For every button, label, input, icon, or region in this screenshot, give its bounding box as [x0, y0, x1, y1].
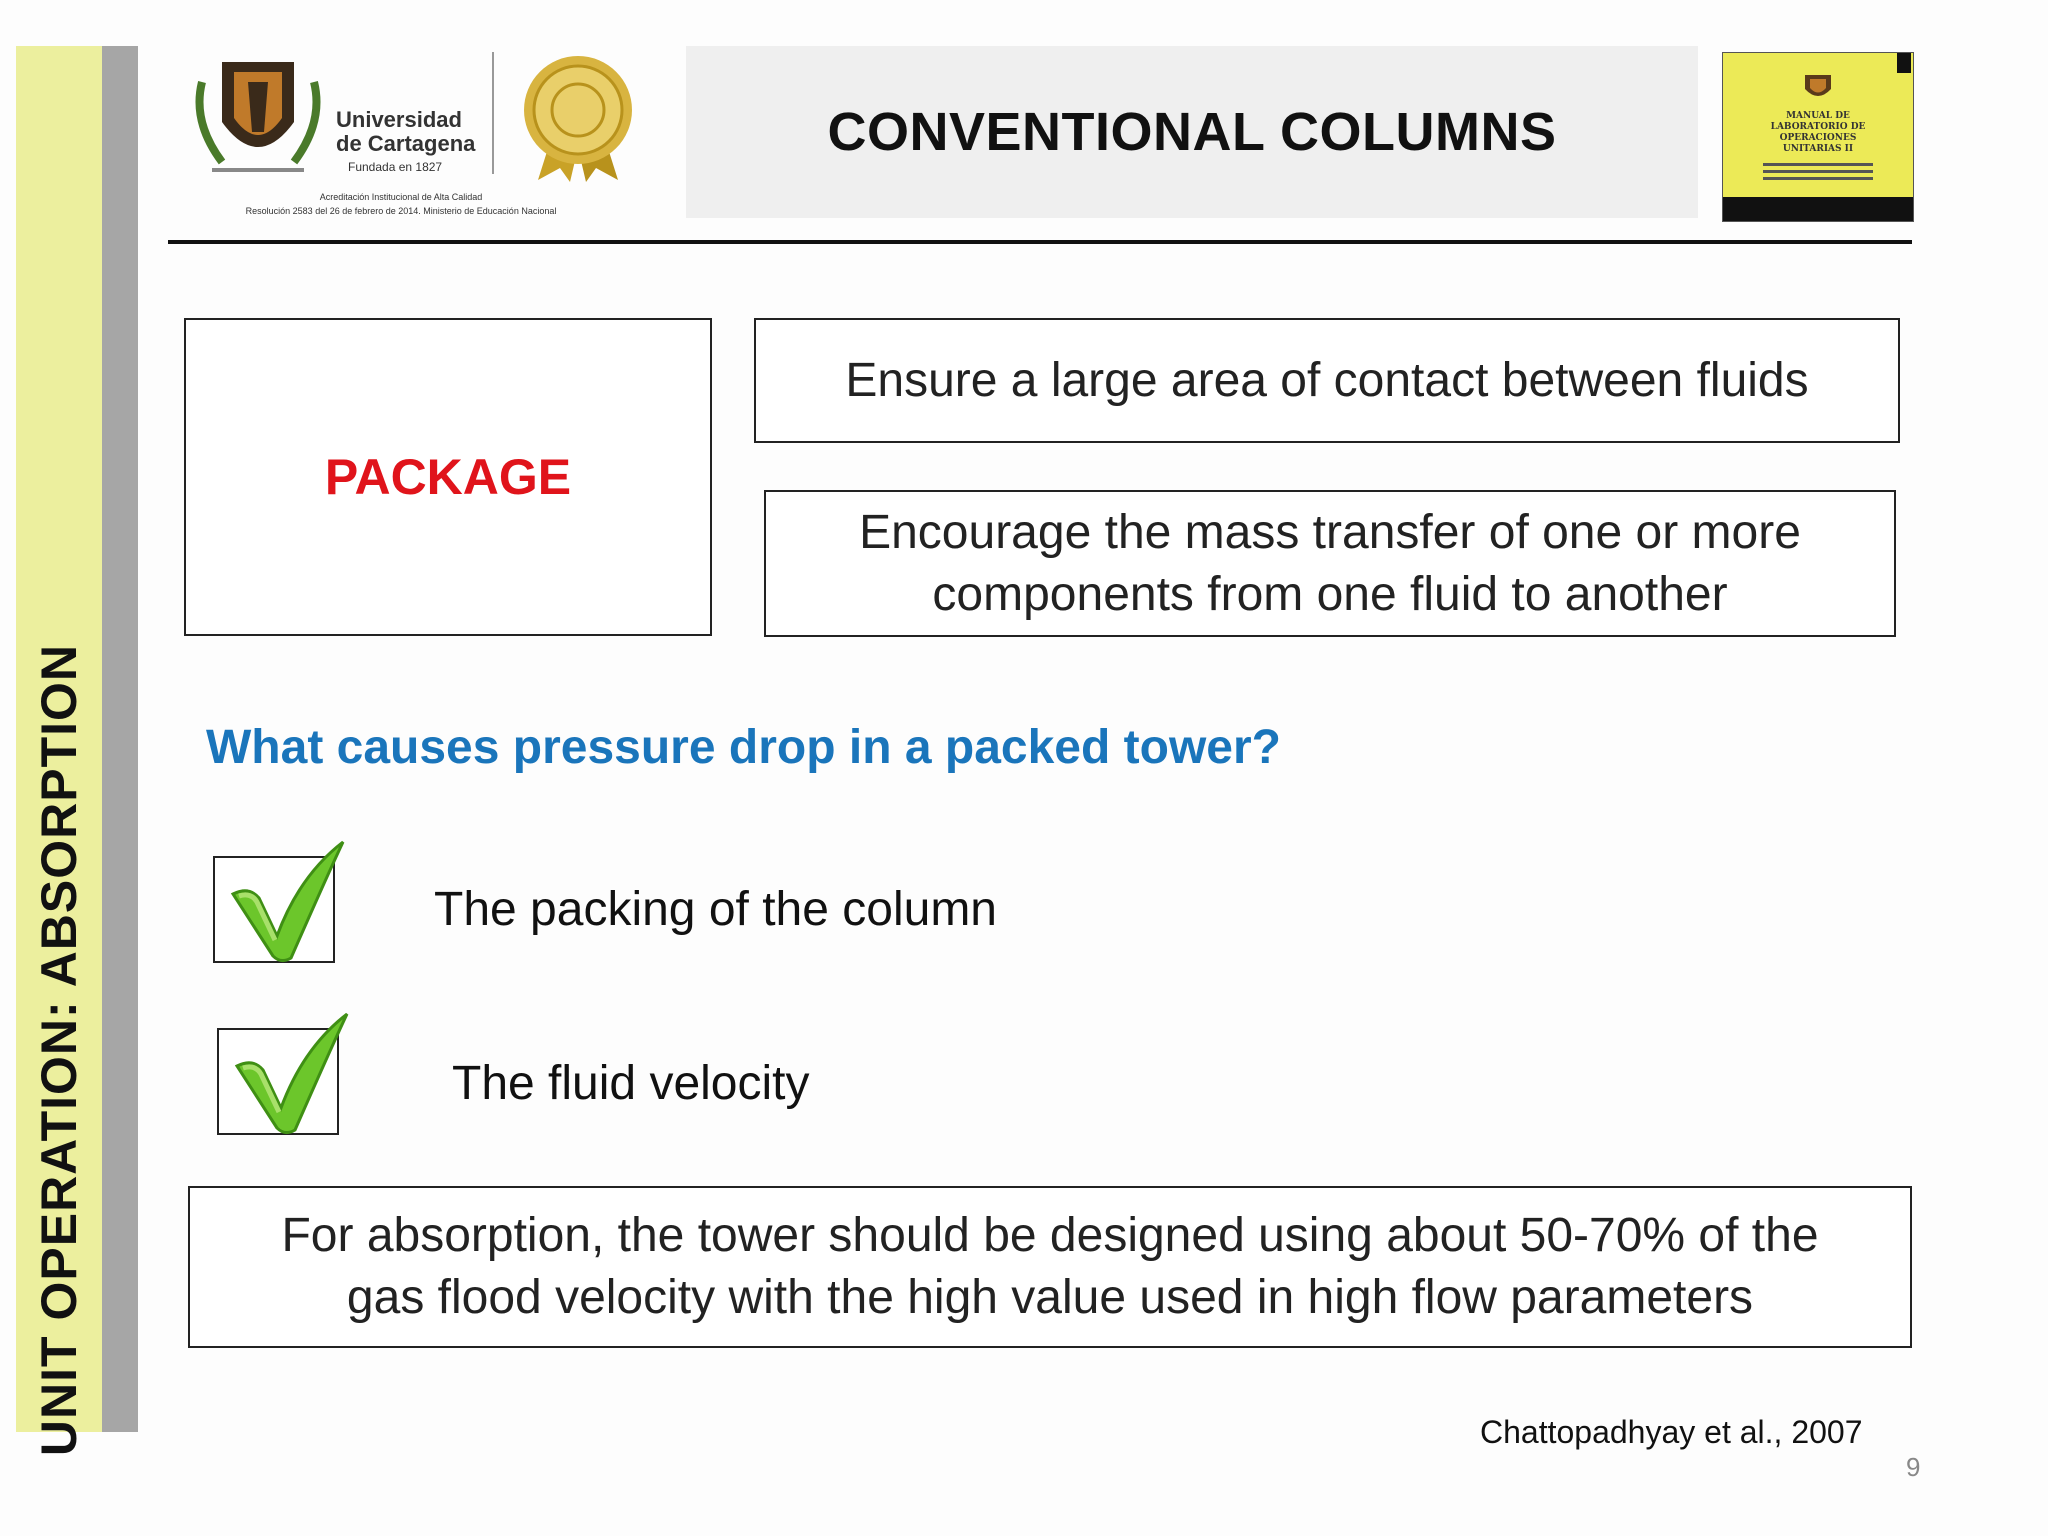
book-crest-icon	[1801, 71, 1835, 101]
gold-seal-logo	[520, 52, 636, 182]
logo-divider	[492, 52, 494, 174]
page-number: 9	[1906, 1452, 1921, 1482]
side-banner-label: UNIT OPERATION: ABSORPTION	[31, 643, 87, 1457]
book-corner-mark	[1897, 53, 1911, 73]
accreditation-line-1: Acreditación Institucional de Alta Calidad	[319, 192, 483, 202]
design-note-line-2: gas flood velocity with the high value used in high flow parameters	[346, 1271, 1754, 1324]
function-box-mass-transfer	[764, 490, 1896, 637]
function-text-contact: Ensure a large area of contact between fluids	[845, 353, 1809, 407]
answer-velocity: The fluid velocity	[452, 1057, 810, 1110]
university-founded: Fundada en 1827	[348, 160, 443, 174]
side-banner-stripe	[102, 46, 138, 1432]
university-crest-logo	[192, 52, 324, 182]
checkmark-icon	[229, 1008, 359, 1138]
lab-manual-cover	[1722, 52, 1914, 222]
university-name: Universidad de Cartagena	[336, 107, 476, 156]
function-box-contact	[754, 318, 1900, 443]
book-author-lines	[1763, 163, 1873, 184]
answer-packing: The packing of the column	[434, 883, 997, 936]
question-heading: What causes pressure drop in a packed tower?	[206, 721, 1281, 774]
function-text-line-2: components from one fluid to another	[932, 567, 1728, 621]
book-title: MANUAL DE LABORATORIO DE OPERACIONES UNITARIAS II	[1770, 111, 1866, 154]
package-box	[184, 318, 712, 636]
checkbox-velocity	[217, 1028, 339, 1135]
function-text-line-1: Encourage the mass transfer of one or more	[859, 505, 1801, 559]
accreditation-line-2: Resolución 2583 del 26 de febrero de 2014. Ministerio de Educación Nacional	[245, 206, 557, 216]
checkbox-packing	[213, 856, 335, 963]
header-divider	[168, 240, 1912, 244]
design-note-box	[188, 1186, 1912, 1348]
slide-title-box	[686, 46, 1698, 218]
checkmark-icon	[225, 836, 355, 966]
design-note-line-1: For absorption, the tower should be designed using about 50-70% of the	[281, 1209, 1819, 1262]
citation: Chattopadhyay et al., 2007	[1480, 1414, 1863, 1450]
package-label: PACKAGE	[324, 449, 572, 505]
book-footer-bar	[1723, 197, 1913, 221]
slide-title: CONVENTIONAL COLUMNS	[827, 102, 1557, 162]
